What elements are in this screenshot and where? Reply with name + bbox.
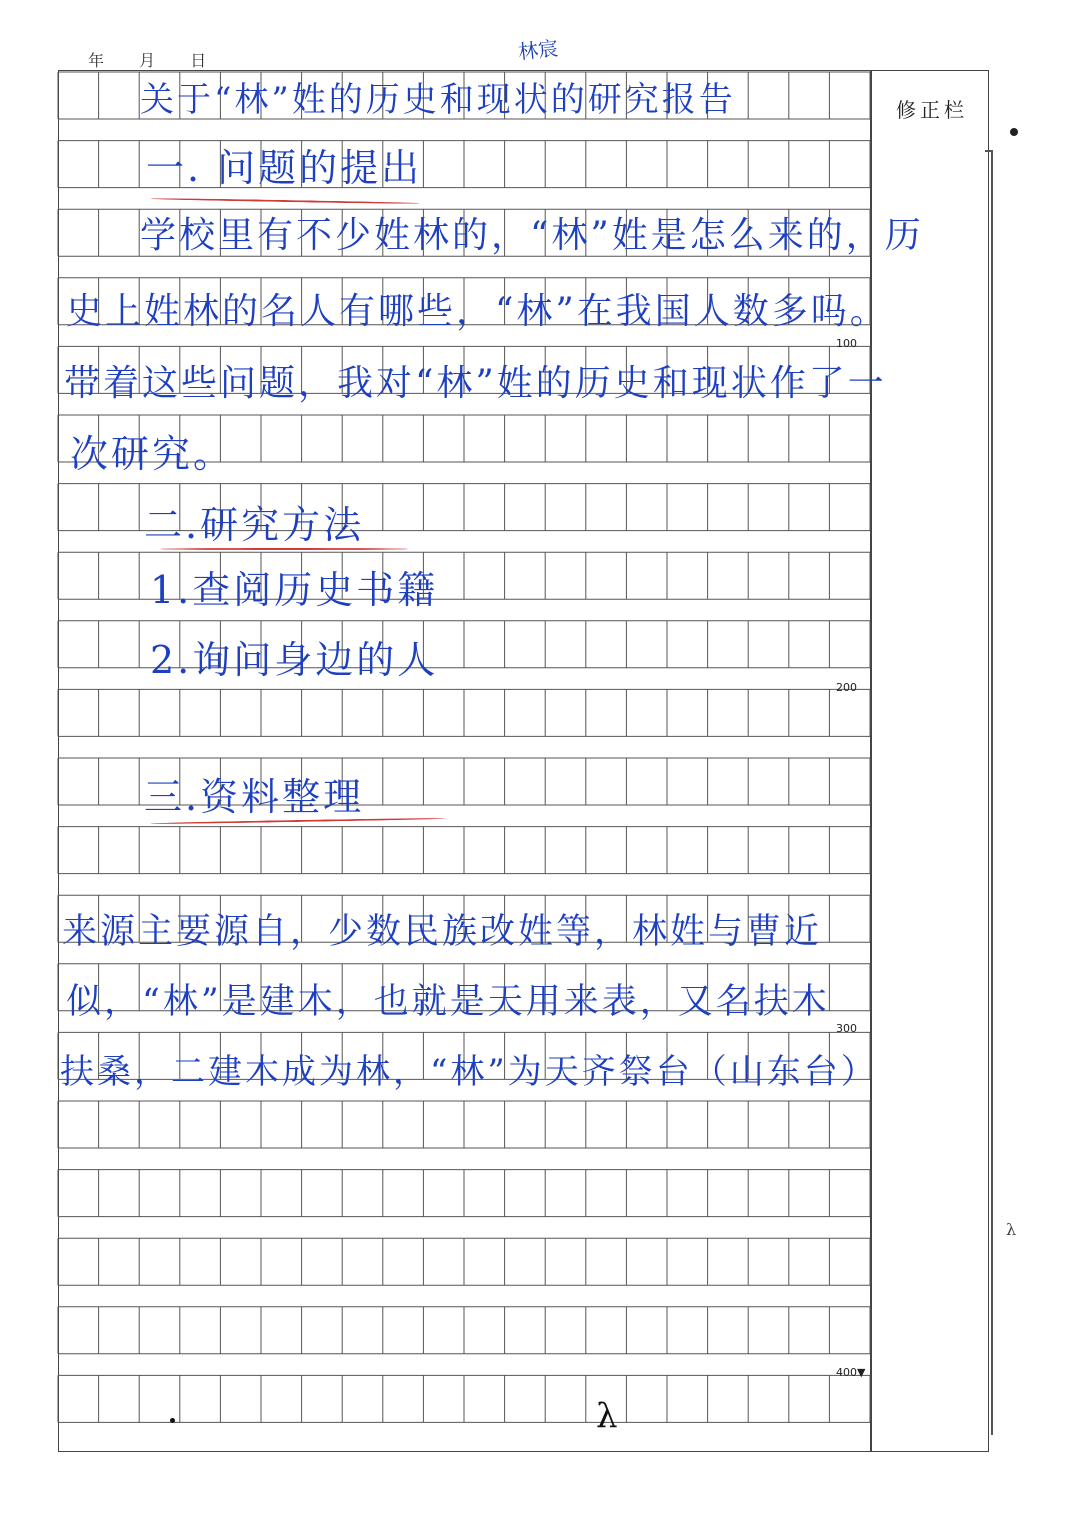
section-2-item-1: 1.查阅历史书籍 — [150, 568, 439, 612]
section-3-heading: 三.资料整理 — [144, 775, 365, 819]
section-1-line-2: 史上姓林的名人有哪些，“林”在我国人数多吗。 — [66, 291, 889, 332]
report-title: 关于“林”姓的历史和现状的研究报告 — [140, 80, 736, 120]
correction-column-label: 修正栏 — [896, 98, 968, 122]
year-label: 年 — [88, 51, 105, 70]
month-label: 月 — [139, 51, 156, 70]
section-1-heading: 一. 问题的提出 — [146, 146, 423, 190]
section-2-heading: 二.研究方法 — [144, 503, 365, 547]
page-signature: λ — [596, 1396, 618, 1436]
correction-side-mark: λ — [1006, 1220, 1017, 1239]
section-1-line-4: 次研究。 — [70, 432, 235, 476]
section-3-line-3: 扶桑，二建木成为林，“林”为天齐祭台（山东台） — [60, 1052, 878, 1092]
header-note: 林宸 — [517, 35, 560, 65]
ink-dot — [170, 1418, 175, 1423]
char-counter-200: 200 — [836, 681, 857, 694]
section-2-underline — [160, 548, 408, 550]
char-counter-300: 300 — [836, 1022, 857, 1035]
section-2-item-2: 2.询问身边的人 — [150, 638, 439, 682]
char-counter-400: 400▼ — [836, 1366, 866, 1379]
section-3-line-2: 似，“林”是建木，也就是天用来表，又名扶木 — [66, 982, 830, 1022]
section-1-line-1: 学校里有不少姓林的，“林”姓是怎么来的，历 — [140, 215, 924, 256]
char-counter-100: 100 — [836, 337, 857, 350]
day-label: 日 — [190, 51, 207, 70]
section-3-line-1: 来源主要源自，少数民族改姓等，林姓与曹近 — [62, 912, 823, 952]
section-1-line-3: 带着这些问题，我对“林”姓的历史和现状作了一 — [64, 363, 887, 404]
